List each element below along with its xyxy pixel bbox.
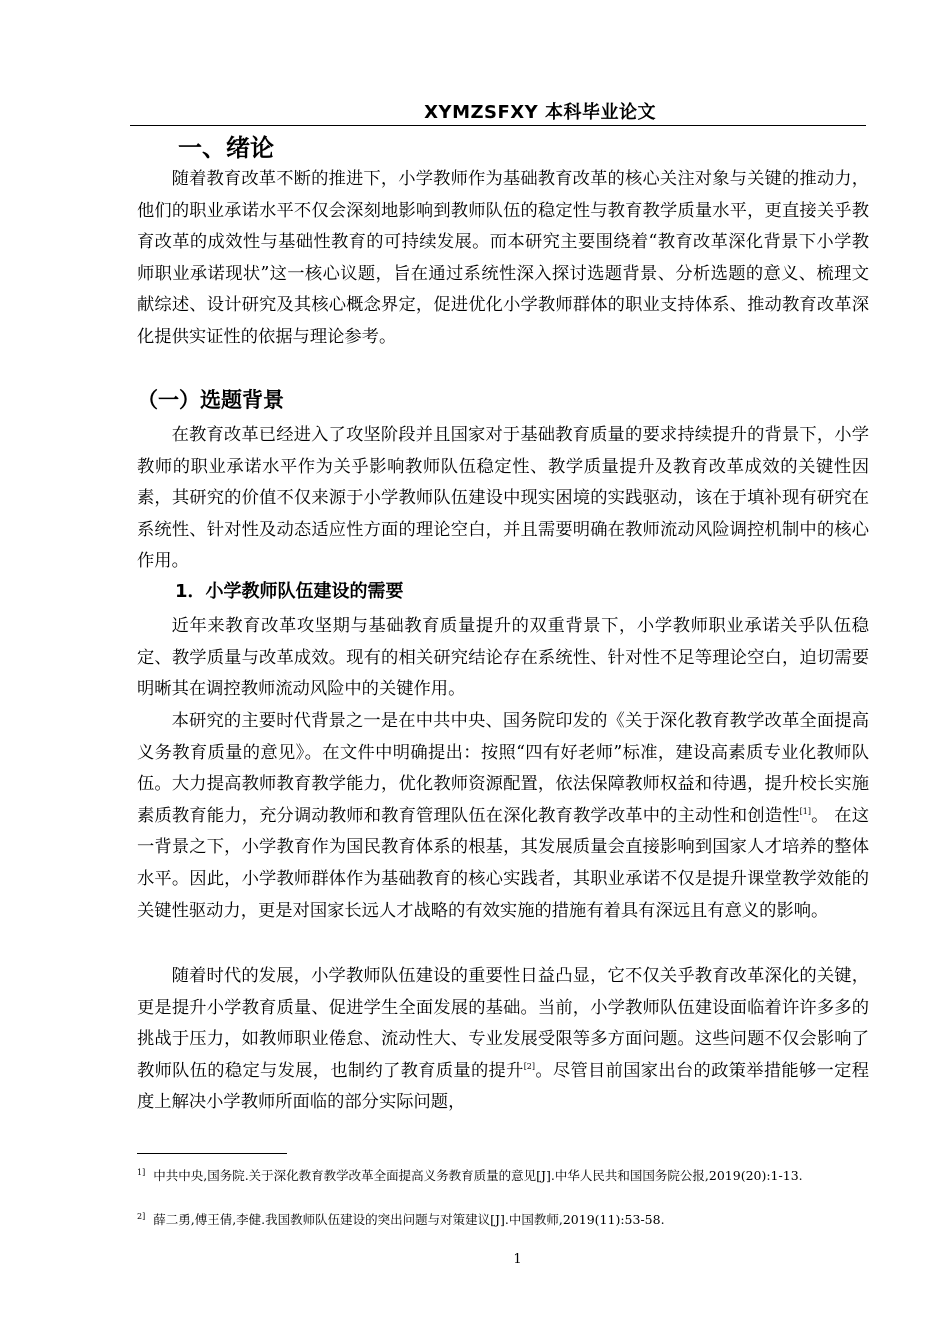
paragraph-policy xyxy=(137,706,869,927)
citation-ref-1[interactable]: [1] xyxy=(799,806,812,816)
footnote-separator xyxy=(137,1153,287,1154)
subsection-heading: 1．小学教师队伍建设的需要 xyxy=(175,581,404,602)
background-paragraph: 在教育改革已经进入了攻坚阶段并且国家对于基础教育质量的要求持续提升的背景下，小学教师的职业承诺水平作为关乎影响教师队伍稳定性、教学质量提升及教育改革成效的关键性因素，其研究的价值不仅来源于小学教师队伍建设中现实困境的实践驱动，该在于填补现有研究在系统性、针对性及动态适应性方面的理论空白，并且需要明确在教师流动风险调控机制中的核心作用。 xyxy=(137,425,869,572)
paragraph-challenges-text-b: 。尽管目前国家出台的政策举措能够一定程度上解决小学教师所面临的部分实际问题， xyxy=(137,1060,869,1113)
chapter-heading: 一、绪论 xyxy=(178,134,274,162)
footnote-text: 薛二勇,傅王倩,李健.我国教师队伍建设的突出问题与对策建议[J].中国教师,2019(11):53-58. xyxy=(153,1212,665,1227)
intro-paragraph: 随着教育改革不断的推进下，小学教师作为基础教育改革的核心关注对象与关键的推动力，他们的职业承诺水平不仅会深刻地影响到教师队伍的稳定性与教育教学质量水平，更直接关乎教育改革的成效性与基础性教育的可持续发展。而本研究主要围绕着“教育改革深化背景下小学教师职业承诺现状”这一核心议题，旨在通过系统性深入探讨选题背景、分析选题的意义、梳理文献综述、设计研究及其核心概念界定，促进优化小学教师群体的职业支持体系、推动教育改革深化提供实证性的依据与理论参考。 xyxy=(137,169,869,347)
paragraph-challenges xyxy=(137,961,869,1119)
page-header: XYMZSFXY 本科毕业论文 xyxy=(424,102,656,123)
section-heading: （一）选题背景 xyxy=(137,388,284,412)
footnote-mark: 2] xyxy=(137,1212,146,1221)
paragraph-challenges-text-a: 随着时代的发展，小学教师队伍建设的重要性日益凸显，它不仅关乎教育改革深化的关键，更是提升小学教育质量、促进学生全面发展的基础。当前，小学教师队伍建设面临着许许多多的挑战于压力，如教师职业倦怠、流动性大、专业发展受限等多方面问题。这些问题不仅会影响了教师队伍的稳定与发展，也制约了教育质量的提升 xyxy=(137,966,869,1081)
paragraph-policy-text-a: 本研究的主要时代背景之一是在中共中央、国务院印发的《关于深化教育教学改革全面提高义务教育质量的意见》。在文件中明确提出：按照“四有好老师”标准，建设高素质专业化教师队伍。大力提高教师教育教学能力，优化教师资源配置，依法保障教师权益和待遇，提升校长实施素质教育能力，充分调动教师和教育管理队伍在深化教育教学改革中的主动性和创造性 xyxy=(137,711,869,826)
paragraph-policy-text-b: 。 在这一背景之下，小学教育作为国民教育体系的根基，其发展质量会直接影响到国家人才培养的整体水平。因此，小学教师群体作为基础教育的核心实践者，其职业承诺不仅是提升课堂教学效能的关键性驱动力，更是对国家长远人才战略的有效实施的措施有着具有深远且有意义的影响。 xyxy=(137,805,869,921)
footnote-mark: 1] xyxy=(137,1168,146,1177)
page-number: 1 xyxy=(513,1252,522,1267)
footnote-1 xyxy=(137,1166,857,1186)
header-rule xyxy=(130,125,866,126)
footnote-2 xyxy=(137,1210,857,1230)
footnote-text: 中共中央,国务院.关于深化教育教学改革全面提高义务教育质量的意见[J].中华人民共和国国务院公报,2019(20):1-13. xyxy=(153,1168,803,1183)
paragraph-need: 近年来教育改革攻坚期与基础教育质量提升的双重背景下，小学教师职业承诺关乎队伍稳定、教学质量与改革成效。现有的相关研究结论存在系统性、针对性不足等理论空白，迫切需要明晰其在调控教师流动风险中的关键作用。 xyxy=(137,616,869,700)
citation-ref-2[interactable]: [2] xyxy=(523,1061,536,1071)
